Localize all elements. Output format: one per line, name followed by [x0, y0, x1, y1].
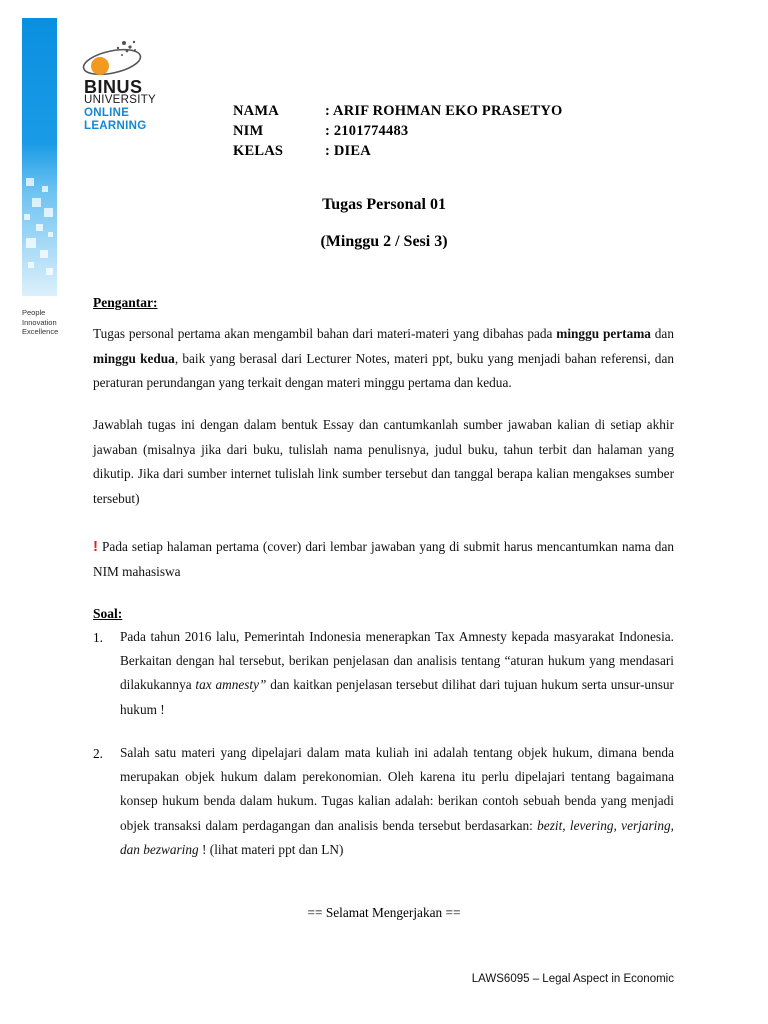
- decorative-side-strip: [22, 18, 57, 296]
- intro-paragraph-1: [93, 322, 674, 396]
- text-run: dan kaitkan penjelasan tersebut dilihat dari tujuan hukum serta unsur-unsur hukum !: [120, 677, 674, 717]
- identity-key: KELAS: [233, 143, 284, 159]
- identity-value: : ARIF ROHMAN EKO PRASETYO: [325, 103, 563, 119]
- submission-note: [93, 535, 674, 584]
- bold-text: minggu pertama: [556, 326, 651, 341]
- italic-text: tax amnesty”: [195, 677, 267, 693]
- tagline: [22, 308, 58, 337]
- logo-line-university: UNIVERSITY: [84, 94, 157, 106]
- logo-line-learning: LEARNING: [84, 120, 147, 132]
- identity-row-nim: [233, 123, 408, 140]
- identity-value: : DIEA: [325, 143, 371, 159]
- text-run: Pada tahun 2016 lalu, Pemerintah Indonesia menerapkan Tax Amnesty kepada masyarakat Indonesia. Berkaitan dengan hal tersebut, berikan penjelasan dan analisis tentang “aturan hukum yang mendasari dilakukannya: [120, 629, 674, 693]
- tagline-line: Excellence: [22, 327, 59, 336]
- note-text: Pada setiap halaman pertama (cover) dari lembar jawaban yang di submit harus mencantumkan nama dan NIM mahasiswa: [93, 539, 674, 579]
- text-run: , baik yang berasal dari Lecturer Notes, materi ppt, buku yang menjadi bahan referensi, dan peraturan perundangan yang terkait dengan materi minggu pertama dan kedua.: [93, 350, 674, 390]
- exclamation-icon: !: [93, 538, 98, 555]
- intro-paragraph-2: Jawablah tugas ini dengan dalam bentuk Essay dan cantumkanlah sumber jawaban kalian di setiap akhir jawaban (misalnya jika dari buku, tulislah nama penulisnya, judul buku, tahun terbit dan halaman yang dikutip. Jika dari sumber internet tulislah link sumber tersebut dan tanggal berapa kalian mengakses sumber tersebut): [93, 417, 674, 506]
- binus-logo-icon: [78, 36, 198, 80]
- question-number: 2.: [93, 746, 103, 761]
- question-number: 1.: [93, 630, 103, 645]
- question-2-text: [120, 741, 674, 862]
- closing-line: == Selamat Mengerjakan ==: [307, 905, 461, 920]
- identity-key: NIM: [233, 123, 264, 139]
- identity-row-kelas: [233, 143, 371, 160]
- question-1-text: [120, 625, 674, 722]
- identity-row-name: [233, 103, 562, 120]
- text-run: dan: [650, 326, 674, 341]
- identity-key: NAMA: [233, 103, 279, 119]
- university-logo: [78, 36, 198, 136]
- tagline-line: Innovation: [22, 317, 57, 327]
- logo-line-online: ONLINE: [84, 107, 130, 119]
- logo-brand: BINUS: [84, 77, 143, 97]
- tagline-line: People: [22, 308, 46, 317]
- questions-heading: Soal:: [93, 606, 123, 621]
- intro-heading: Pengantar:: [93, 295, 158, 310]
- italic-text: bezit, levering, verjaring, dan bezwaring: [120, 817, 674, 857]
- document-subtitle: (Minggu 2 / Sesi 3): [320, 233, 448, 250]
- identity-value: : 2101774483: [325, 123, 409, 139]
- text-run: Salah satu materi yang dipelajari dalam mata kuliah ini adalah tentang objek hukum, dimana benda merupakan objek hukum dalam perekonomian. Oleh karena itu perlu dipelajari tentang bagaimana konsep hukum benda dalam hukum. Tugas kalian adalah: berikan contoh sebuah benda yang menjadi objek transaksi dalam perdagangan dan analisis benda tersebut berdasarkan:: [120, 745, 674, 833]
- text-run: Tugas personal pertama akan mengambil bahan dari materi-materi yang dibahas pada: [93, 326, 557, 341]
- course-footer: LAWS6095 – Legal Aspect in Economic: [471, 973, 674, 985]
- document-title: Tugas Personal 01: [322, 196, 446, 213]
- bold-text: minggu kedua: [93, 350, 175, 366]
- text-run: ! (lihat materi ppt dan LN): [198, 841, 344, 857]
